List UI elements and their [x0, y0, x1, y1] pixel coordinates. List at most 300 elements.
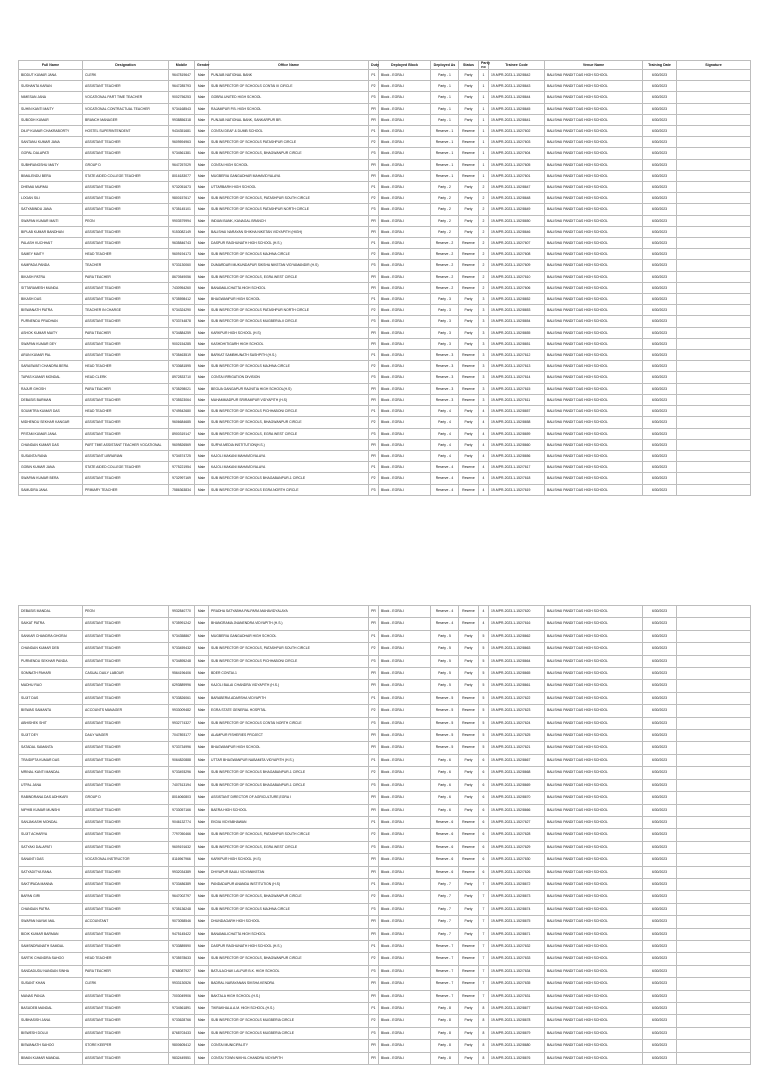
status-cell: Reserve: [459, 170, 479, 181]
table-row: [19, 866, 751, 878]
mobile-cell: 7047893177: [169, 730, 195, 742]
signature-cell: [677, 305, 751, 316]
status-cell: Reserve: [459, 953, 479, 965]
training-date-cell: 6/30/2023: [643, 916, 677, 928]
status-cell: Party: [459, 1003, 479, 1015]
party-no-cell: 4: [479, 428, 489, 439]
gender-cell: Male: [195, 417, 209, 428]
mobile-cell: 9734358867: [169, 630, 195, 642]
party-no-cell: 5: [479, 680, 489, 692]
trainee-code-cell: 19-MPR-2023-1-152/7623: [489, 705, 545, 717]
duty-cell: P2: [369, 1015, 379, 1027]
gender-cell: Male: [195, 81, 209, 92]
mobile-cell: 9609826569: [169, 439, 195, 450]
duty-cell: P2: [369, 417, 379, 428]
full-name-cell: GOBIN KUMAR JANA: [19, 462, 83, 473]
training-date-cell: 6/30/2023: [643, 692, 677, 704]
mobile-cell: 9735523064: [169, 394, 195, 405]
office-name-cell: SURYA MEDIA INSTITUTION(H.S.): [209, 439, 369, 450]
deployed-as-cell: Party - 1: [431, 103, 459, 114]
office-name-cell: DUMARDARI MUKUNDAPUR SIKSHA NIKETAN VIDYAMANDIR (H.S): [209, 260, 369, 271]
status-cell: Reserve: [459, 730, 479, 742]
table-row: [19, 816, 751, 828]
deployed-block-cell: Block - EGRA-I: [379, 643, 431, 655]
trainee-code-cell: 19-MPR-2023-1-152/7617: [489, 462, 545, 473]
status-cell: Party: [459, 305, 479, 316]
training-date-cell: 6/30/2023: [643, 439, 677, 450]
gender-cell: Male: [195, 928, 209, 940]
duty-cell: P3: [369, 779, 379, 791]
full-name-cell: BISWANATH PATRA: [19, 305, 83, 316]
designation-cell: TEACHER: [83, 260, 169, 271]
mobile-cell: 9932840770: [169, 606, 195, 618]
signature-cell: [677, 655, 751, 667]
mobile-cell: 8116967966: [169, 854, 195, 866]
full-name-cell: CHANDAN KUMAR DAS: [19, 439, 83, 450]
training-date-cell: 6/30/2023: [643, 618, 677, 630]
training-date-cell: 6/30/2023: [643, 816, 677, 828]
status-cell: Party: [459, 81, 479, 92]
status-cell: Reserve: [459, 841, 479, 853]
mobile-cell: 8768087927: [169, 965, 195, 977]
gender-cell: Male: [195, 990, 209, 1002]
signature-cell: [677, 630, 751, 642]
venue-name-cell: BALISHAI PANDIT DAS HIGH SCHOOL: [545, 903, 643, 915]
column-header-party-no: Party no: [479, 61, 489, 70]
mobile-cell: 9733889590: [169, 940, 195, 952]
deployed-block-cell: Block - EGRA-I: [379, 705, 431, 717]
deployed-as-cell: Reserve - 4: [431, 462, 459, 473]
duty-cell: PR: [369, 439, 379, 450]
duty-cell: PR: [369, 226, 379, 237]
office-name-cell: SUB INSPECTOR OF SCHOOLS, PATASHPUR SOUTH CIRCLE: [209, 643, 369, 655]
designation-cell: ACCOUNTS MANAGER: [83, 705, 169, 717]
designation-cell: ASSISTANT TEACHER: [83, 928, 169, 940]
trainee-code-cell: 19-MPR-2023-1-152/8658: [489, 417, 545, 428]
venue-name-cell: BALISHAI PANDIT DAS HIGH SCHOOL: [545, 754, 643, 766]
deployed-block-cell: Block - EGRA-I: [379, 137, 431, 148]
status-cell: Party: [459, 891, 479, 903]
training-date-cell: 6/30/2023: [643, 462, 677, 473]
venue-name-cell: BALISHAI PANDIT DAS HIGH SCHOOL: [545, 953, 643, 965]
venue-name-cell: BALISHAI PANDIT DAS HIGH SCHOOL: [545, 182, 643, 193]
status-cell: Party: [459, 1027, 479, 1039]
status-cell: Reserve: [459, 618, 479, 630]
office-name-cell: SUB INSPECTOR OF SCHOOLS EGRA NORTH CIRCLE: [209, 484, 369, 495]
gender-cell: Male: [195, 1027, 209, 1039]
status-cell: Reserve: [459, 866, 479, 878]
party-no-cell: 6: [479, 841, 489, 853]
office-name-cell: MUGBERIA GANGADHAR MAHAVIDYALAYA: [209, 170, 369, 181]
deployed-as-cell: Party - 2: [431, 182, 459, 193]
training-date-cell: 6/30/2023: [643, 170, 677, 181]
status-cell: Reserve: [459, 126, 479, 137]
status-cell: Reserve: [459, 372, 479, 383]
training-date-cell: 6/30/2023: [643, 606, 677, 618]
office-name-cell: PUNJAB NATIONAL BANK, SANKARPUR BR.: [209, 114, 369, 125]
mobile-cell: 8972833710: [169, 372, 195, 383]
party-no-cell: 6: [479, 779, 489, 791]
signature-cell: [677, 1015, 751, 1027]
full-name-cell: MADHU RAO: [19, 680, 83, 692]
training-date-cell: 6/30/2023: [643, 484, 677, 495]
status-cell: Party: [459, 193, 479, 204]
training-date-cell: 6/30/2023: [643, 428, 677, 439]
trainee-code-cell: 19-MPR-2023-1-152/8657: [489, 406, 545, 417]
duty-cell: PR: [369, 792, 379, 804]
signature-cell: [677, 903, 751, 915]
gender-cell: Male: [195, 148, 209, 159]
mobile-cell: 9153082149: [169, 226, 195, 237]
office-name-cell: ALAMPUR FISHERIES PROJECT: [209, 730, 369, 742]
deployed-block-cell: Block - EGRA-I: [379, 903, 431, 915]
deployed-as-cell: Reserve - 2: [431, 271, 459, 282]
deployed-as-cell: Party - 2: [431, 204, 459, 215]
gender-cell: Male: [195, 891, 209, 903]
status-cell: Party: [459, 792, 479, 804]
table-row: [19, 792, 751, 804]
status-cell: Reserve: [459, 260, 479, 271]
gender-cell: Male: [195, 668, 209, 680]
office-name-cell: MUGBERIA GANGADHAR HIGH SCHOOL: [209, 630, 369, 642]
deployed-as-cell: Party - 2: [431, 193, 459, 204]
party-no-cell: 4: [479, 462, 489, 473]
gender-cell: Male: [195, 182, 209, 193]
signature-cell: [677, 779, 751, 791]
deployed-block-cell: Block - EGRA-I: [379, 940, 431, 952]
designation-cell: CLERK: [83, 978, 169, 990]
party-no-cell: 1: [479, 148, 489, 159]
table-row: [19, 692, 751, 704]
gender-cell: Male: [195, 350, 209, 361]
trainee-code-cell: 19-MPR-2023-1-152/7611: [489, 394, 545, 405]
party-no-cell: 4: [479, 406, 489, 417]
full-name-cell: ARUN KUMAR PAL: [19, 350, 83, 361]
party-no-cell: 3: [479, 372, 489, 383]
table-row: [19, 643, 751, 655]
deployed-as-cell: Reserve - 4: [431, 606, 459, 618]
deployed-block-cell: Block - EGRA-I: [379, 779, 431, 791]
designation-cell: ASSISTANT TEACHER: [83, 767, 169, 779]
full-name-cell: DHEMAI MURMU: [19, 182, 83, 193]
designation-cell: PEON: [83, 606, 169, 618]
trainee-code-cell: 19-MPR-2023-1-152/8643: [489, 81, 545, 92]
venue-name-cell: BALISHAI PANDIT DAS HIGH SCHOOL: [545, 406, 643, 417]
signature-cell: [677, 294, 751, 305]
duty-cell: PR: [369, 271, 379, 282]
designation-cell: ACCOUNTANT: [83, 916, 169, 928]
office-name-cell: BATULACHAK LALPUR B.K. HIGH SCHOOL: [209, 965, 369, 977]
party-no-cell: 2: [479, 182, 489, 193]
deployed-block-cell: Block - EGRA-I: [379, 1015, 431, 1027]
mobile-cell: 9647257029: [169, 159, 195, 170]
table-row: [19, 327, 751, 338]
deployed-block-cell: Block - EGRA-I: [379, 170, 431, 181]
trainee-code-cell: 19-MPR-2023-1-152/7609: [489, 260, 545, 271]
designation-cell: ASSISTANT TEACHER: [83, 742, 169, 754]
deployed-as-cell: Reserve - 7: [431, 953, 459, 965]
deployed-as-cell: Party - 5: [431, 655, 459, 667]
table-row: [19, 680, 751, 692]
venue-name-cell: BALISHAI PANDIT DAS HIGH SCHOOL: [545, 965, 643, 977]
office-name-cell: BARABERIA ADARSHA VIDYAPITH: [209, 692, 369, 704]
deployed-as-cell: Party - 3: [431, 316, 459, 327]
deployed-block-cell: Block - EGRA-I: [379, 316, 431, 327]
status-cell: Party: [459, 1040, 479, 1052]
signature-cell: [677, 103, 751, 114]
full-name-cell: SANTANU KUMAR JANA: [19, 137, 83, 148]
party-no-cell: 2: [479, 204, 489, 215]
signature-cell: [677, 394, 751, 405]
trainee-code-cell: 19-MPR-2023-1-152/8677: [489, 1003, 545, 1015]
office-name-cell: BADRAL NARAYANAN SIKSHA KENDRA: [209, 978, 369, 990]
venue-name-cell: BALISHAI PANDIT DAS HIGH SCHOOL: [545, 394, 643, 405]
signature-cell: [677, 327, 751, 338]
trainee-code-cell: 19-MPR-2023-1-152/8666: [489, 804, 545, 816]
mobile-cell: 9647002797: [169, 891, 195, 903]
mobile-cell: 9475145422: [169, 928, 195, 940]
deployed-as-cell: Party - 5: [431, 668, 459, 680]
signature-cell: [677, 361, 751, 372]
signature-cell: [677, 70, 751, 81]
signature-cell: [677, 282, 751, 293]
training-date-cell: 6/30/2023: [643, 70, 677, 81]
designation-cell: HEAD TEACHER: [83, 406, 169, 417]
trainee-code-cell: 19-MPR-2023-1-152/8675: [489, 916, 545, 928]
deployed-as-cell: Reserve - 5: [431, 692, 459, 704]
office-name-cell: BHANGRAMA JNANENDRA VIDYAPITH (H.S.): [209, 618, 369, 630]
trainee-code-cell: 19-MPR-2023-1-152/7620: [489, 606, 545, 618]
deployed-as-cell: Party - 6: [431, 792, 459, 804]
venue-name-cell: BALISHAI PANDIT DAS HIGH SCHOOL: [545, 792, 643, 804]
party-no-cell: 2: [479, 271, 489, 282]
trainee-code-cell: 19-MPR-2023-1-152/7603: [489, 137, 545, 148]
trainee-code-cell: 19-MPR-2023-1-152/8652: [489, 294, 545, 305]
designation-cell: ASSISTANT TEACHER: [83, 193, 169, 204]
deployed-block-cell: Block - EGRA-I: [379, 294, 431, 305]
designation-cell: HEAD TEACHER: [83, 361, 169, 372]
roster-sheet-2: [18, 605, 750, 1065]
status-cell: Reserve: [459, 137, 479, 148]
venue-name-cell: BALISHAI PANDIT DAS HIGH SCHOOL: [545, 327, 643, 338]
deployed-as-cell: Party - 6: [431, 767, 459, 779]
training-date-cell: 6/30/2023: [643, 891, 677, 903]
party-no-cell: 2: [479, 282, 489, 293]
status-cell: Party: [459, 294, 479, 305]
duty-cell: P3: [369, 965, 379, 977]
training-date-cell: 6/30/2023: [643, 103, 677, 114]
full-name-cell: NIMESAN JANA: [19, 92, 83, 103]
party-no-cell: 1: [479, 81, 489, 92]
trainee-code-cell: 19-MPR-2023-1-152/8670: [489, 792, 545, 804]
full-name-cell: BASUDEB MANDAL: [19, 1003, 83, 1015]
designation-cell: ASSISTANT TEACHER: [83, 630, 169, 642]
status-cell: Party: [459, 450, 479, 461]
full-name-cell: SANDADUDU NANDAN SINHA: [19, 965, 83, 977]
venue-name-cell: BALISHAI PANDIT DAS HIGH SCHOOL: [545, 137, 643, 148]
table-row: [19, 1052, 751, 1064]
table-row: [19, 103, 751, 114]
full-name-cell: PALASH KUCHHAIT: [19, 238, 83, 249]
full-name-cell: KAMPADA PANDA: [19, 260, 83, 271]
gender-cell: Male: [195, 260, 209, 271]
designation-cell: TEACHER IN CHARGE: [83, 305, 169, 316]
gender-cell: Male: [195, 816, 209, 828]
designation-cell: ASSISTANT TEACHER: [83, 878, 169, 890]
party-no-cell: 8: [479, 1027, 489, 1039]
full-name-cell: SWAPAN KUMAR DEY: [19, 338, 83, 349]
gender-cell: Male: [195, 692, 209, 704]
venue-name-cell: BALISHAI PANDIT DAS HIGH SCHOOL: [545, 81, 643, 92]
duty-cell: PR: [369, 338, 379, 349]
training-date-cell: 6/30/2023: [643, 655, 677, 667]
trainee-code-cell: 19-MPR-2023-1-152/7614: [489, 372, 545, 383]
table-row: [19, 779, 751, 791]
designation-cell: ASSISTANT TEACHER: [83, 137, 169, 148]
office-name-cell: CONTAI IRRIGATION DIVISION: [209, 372, 369, 383]
signature-cell: [677, 990, 751, 1002]
venue-name-cell: BALISHAI PANDIT DAS HIGH SCHOOL: [545, 990, 643, 1002]
party-no-cell: 7: [479, 978, 489, 990]
office-name-cell: BDER CONTAI-1: [209, 668, 369, 680]
signature-cell: [677, 450, 751, 461]
status-cell: Reserve: [459, 816, 479, 828]
office-name-cell: BAERA HIGH SCHOOL: [209, 804, 369, 816]
venue-name-cell: BALISHAI PANDIT DAS HIGH SCHOOL: [545, 70, 643, 81]
trainee-code-cell: 19-MPR-2023-1-152/8661: [489, 680, 545, 692]
table-row: [19, 428, 751, 439]
designation-cell: HOSTEL SUPERINTENDENT: [83, 126, 169, 137]
duty-cell: P2: [369, 81, 379, 92]
venue-name-cell: BALISHAI PANDIT DAS HIGH SCHOOL: [545, 249, 643, 260]
table-row: [19, 361, 751, 372]
signature-cell: [677, 891, 751, 903]
training-date-cell: 6/30/2023: [643, 730, 677, 742]
party-no-cell: 7: [479, 903, 489, 915]
full-name-cell: ABHISHEK SHIT: [19, 717, 83, 729]
training-date-cell: 6/30/2023: [643, 804, 677, 816]
venue-name-cell: BALISHAI PANDIT DAS HIGH SCHOOL: [545, 305, 643, 316]
full-name-cell: BAPAN GIRI: [19, 891, 83, 903]
party-no-cell: 4: [479, 473, 489, 484]
duty-cell: P3: [369, 903, 379, 915]
mobile-cell: 9735578633: [169, 953, 195, 965]
table-row: [19, 282, 751, 293]
duty-cell: PR: [369, 282, 379, 293]
party-no-cell: 4: [479, 450, 489, 461]
deployed-block-cell: Block - EGRA-I: [379, 891, 431, 903]
deployed-block-cell: Block - EGRA-I: [379, 866, 431, 878]
party-no-cell: 5: [479, 668, 489, 680]
mobile-cell: 9002154285: [169, 338, 195, 349]
duty-cell: P1: [369, 754, 379, 766]
deployed-as-cell: Reserve - 5: [431, 717, 459, 729]
trainee-code-cell: 19-MPR-2023-1-152/7607: [489, 238, 545, 249]
office-name-cell: UTTAR BHAGWANPUR NABAMITA VIDYAPITH (H.S.): [209, 754, 369, 766]
mobile-cell: 9938856318: [169, 114, 195, 125]
training-date-cell: 6/30/2023: [643, 137, 677, 148]
signature-cell: [677, 730, 751, 742]
office-name-cell: BANAMALICHATTA HIGH SCHOOL: [209, 928, 369, 940]
mobile-cell: 9749542680: [169, 406, 195, 417]
party-no-cell: 1: [479, 114, 489, 125]
deployed-block-cell: Block - EGRA-I: [379, 680, 431, 692]
signature-cell: [677, 406, 751, 417]
full-name-cell: BIKASH DAS: [19, 294, 83, 305]
party-no-cell: 1: [479, 126, 489, 137]
status-cell: Reserve: [459, 238, 479, 249]
deployed-as-cell: Party - 4: [431, 406, 459, 417]
gender-cell: Male: [195, 829, 209, 841]
deployed-block-cell: Block - EGRA-I: [379, 182, 431, 193]
deployed-block-cell: Block - EGRA-I: [379, 350, 431, 361]
mobile-cell: 9775221954: [169, 462, 195, 473]
party-no-cell: 2: [479, 215, 489, 226]
duty-cell: P1: [369, 350, 379, 361]
training-date-cell: 6/30/2023: [643, 249, 677, 260]
training-date-cell: 6/30/2023: [643, 305, 677, 316]
designation-cell: VOCATIONAL INSTRUCTOR: [83, 854, 169, 866]
table-row: [19, 294, 751, 305]
deployed-block-cell: Block - EGRA-I: [379, 450, 431, 461]
table-row: [19, 730, 751, 742]
table-row: [19, 1015, 751, 1027]
trainee-code-cell: 19-MPR-2023-1-152/8671: [489, 928, 545, 940]
party-no-cell: 1: [479, 137, 489, 148]
mobile-cell: 9734574725: [169, 450, 195, 461]
trainee-code-cell: 19-MPR-2023-1-152/8668: [489, 767, 545, 779]
deployed-as-cell: Party - 3: [431, 305, 459, 316]
signature-cell: [677, 170, 751, 181]
designation-cell: PART TIME ASSISTANT TEACHER VOCATIONAL: [83, 439, 169, 450]
deployed-block-cell: Block - EGRA-I: [379, 394, 431, 405]
office-name-cell: PRADHA SATYABHA PALPARA MAHAVIDYALAYA: [209, 606, 369, 618]
deployed-block-cell: Block - EGRA-I: [379, 1027, 431, 1039]
status-cell: Party: [459, 103, 479, 114]
venue-name-cell: BALISHAI PANDIT DAS HIGH SCHOOL: [545, 417, 643, 428]
status-cell: Party: [459, 70, 479, 81]
party-no-cell: 3: [479, 327, 489, 338]
venue-name-cell: BALISHAI PANDIT DAS HIGH SCHOOL: [545, 643, 643, 655]
office-name-cell: DASPUR RAGHUNATH HIGH SCHOOL (H.S.): [209, 940, 369, 952]
office-name-cell: SUB INSPECTOR OF SCHOOLS MUGBERIA CIRCLE: [209, 1027, 369, 1039]
full-name-cell: SUSHANTA KARAN: [19, 81, 83, 92]
deployed-block-cell: Block - EGRA-I: [379, 618, 431, 630]
deployed-as-cell: Reserve - 6: [431, 854, 459, 866]
gender-cell: Male: [195, 383, 209, 394]
office-name-cell: SUB INSPECTOR OF SCHOOLS, EGRA WEST CIRCLE: [209, 841, 369, 853]
duty-cell: PR: [369, 327, 379, 338]
full-name-cell: BIDIK KUMAR BARMAN: [19, 928, 83, 940]
party-no-cell: 3: [479, 383, 489, 394]
office-name-cell: CONTAI MUNICIPALITY: [209, 1040, 369, 1052]
deployed-block-cell: Block - EGRA-I: [379, 953, 431, 965]
signature-cell: [677, 854, 751, 866]
trainee-code-cell: 19-MPR-2023-1-152/8676: [489, 1052, 545, 1064]
status-cell: Reserve: [459, 473, 479, 484]
training-date-cell: 6/30/2023: [643, 1052, 677, 1064]
office-name-cell: SUB INSPECTOR OF SCHOOLS PATASHPUR CIRCLE: [209, 137, 369, 148]
party-no-cell: 4: [479, 484, 489, 495]
venue-name-cell: BALISHAI PANDIT DAS HIGH SCHOOL: [545, 126, 643, 137]
deployed-block-cell: Block - EGRA-I: [379, 92, 431, 103]
venue-name-cell: BALISHAI PANDIT DAS HIGH SCHOOL: [545, 655, 643, 667]
mobile-cell: 9733486389: [169, 878, 195, 890]
full-name-cell: SANANTI DAS: [19, 854, 83, 866]
venue-name-cell: BALISHAI PANDIT DAS HIGH SCHOOL: [545, 730, 643, 742]
full-name-cell: SUJIT DAS: [19, 692, 83, 704]
designation-cell: PEON: [83, 215, 169, 226]
